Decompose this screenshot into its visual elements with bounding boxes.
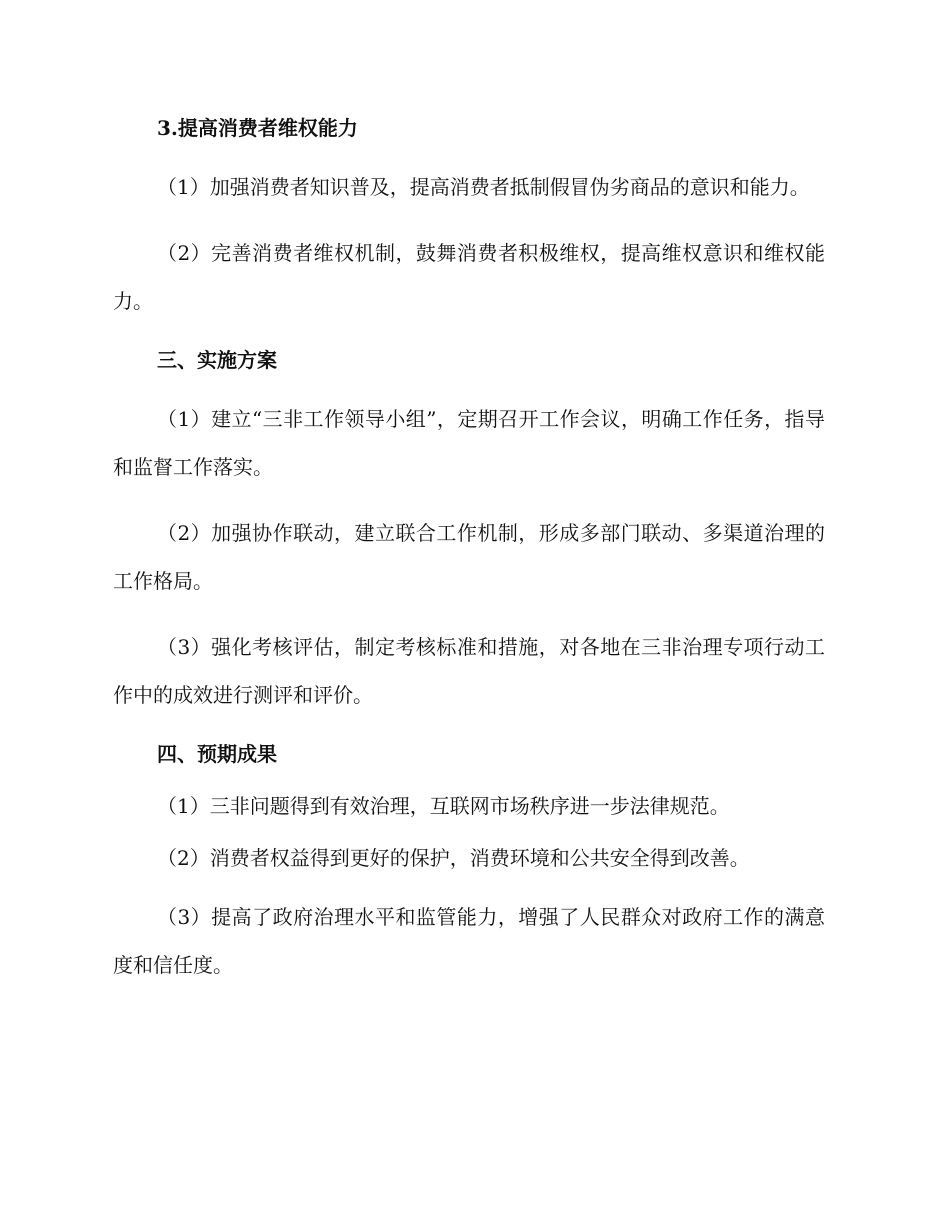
paragraph-consumer-mechanism: （2）完善消费者维权机制，鼓舞消费者积极维权，提高维权意识和维权能力。 [113,241,825,313]
paragraph-leading-group: （1）建立“三非工作领导小组”，定期召开工作会议，明确工作任务，指导和监督工作落实。 [113,407,825,479]
paragraph-result-consumer: （2）消费者权益得到更好的保护，消费环境和公共安全得到改善。 [157,846,750,870]
section-heading-implementation: 三、实施方案 [157,348,277,372]
paragraph-consumer-knowledge: （1）加强消费者知识普及，提高消费者抵制假冒伪劣商品的意识和能力。 [157,175,810,199]
document-body [113,111,825,1007]
section-heading-expected-results: 四、预期成果 [157,742,277,766]
section-heading-consumer-rights: 3.提高消费者维权能力 [157,116,358,140]
paragraph-result-governance: （1）三非问题得到有效治理，互联网市场秩序进一步法律规范。 [157,794,730,818]
paragraph-result-government: （3）提高了政府治理水平和监管能力，增强了人民群众对政府工作的满意度和信任度。 [113,905,825,977]
paragraph-assessment: （3）强化考核评估，制定考核标准和措施，对各地在三非治理专项行动工作中的成效进行测评和评价。 [113,635,825,707]
paragraph-cooperation: （2）加强协作联动，建立联合工作机制，形成多部门联动、多渠道治理的工作格局。 [113,521,825,593]
